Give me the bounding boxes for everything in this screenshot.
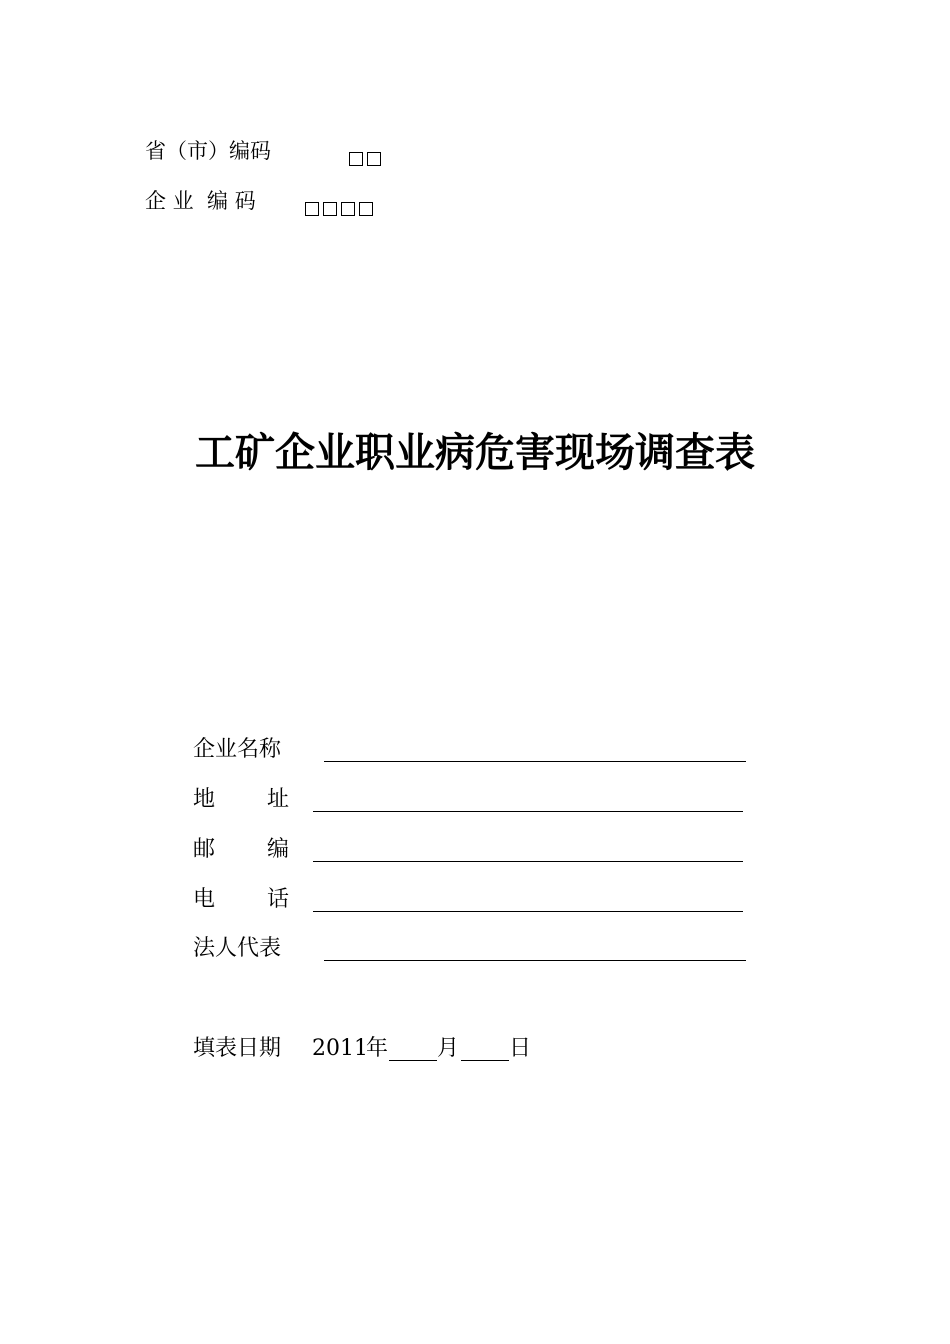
day-blank[interactable]	[461, 1060, 509, 1061]
province-code-boxes	[349, 144, 385, 172]
code-box[interactable]	[305, 202, 319, 216]
month-unit: 月	[437, 1036, 460, 1061]
postcode-label	[193, 834, 289, 866]
phone-blank[interactable]	[313, 911, 743, 912]
day-unit: 日	[509, 1036, 532, 1061]
enterprise-name-blank[interactable]	[324, 761, 746, 762]
legal-representative-label: 法人代表	[193, 936, 282, 961]
enterprise-code-boxes	[305, 194, 377, 222]
address-blank[interactable]	[313, 811, 743, 812]
code-box[interactable]	[349, 152, 363, 166]
legal-representative-blank[interactable]	[324, 960, 746, 961]
province-code-row	[145, 137, 271, 165]
address-label	[193, 784, 289, 816]
code-box[interactable]	[367, 152, 381, 166]
phone-label-char-1: 电	[193, 887, 216, 912]
fill-date-label: 填表日期	[193, 1036, 282, 1061]
phone-label	[193, 884, 289, 916]
month-blank[interactable]	[389, 1060, 437, 1061]
enterprise-name-label: 企业名称	[193, 737, 282, 762]
code-box[interactable]	[359, 202, 373, 216]
province-code-label: 省（市）编码	[145, 139, 271, 163]
code-box[interactable]	[341, 202, 355, 216]
postcode-label-char-2: 编	[266, 837, 289, 862]
document-title: 工矿企业职业病危害现场调查表	[195, 429, 755, 476]
phone-label-char-2: 话	[266, 887, 289, 912]
address-label-char-1: 地	[193, 787, 216, 812]
enterprise-code-label: 企 业 编 码	[145, 189, 256, 213]
postcode-blank[interactable]	[313, 861, 743, 862]
enterprise-code-row	[145, 187, 256, 215]
year-unit: 年	[366, 1036, 389, 1061]
code-box[interactable]	[323, 202, 337, 216]
postcode-label-char-1: 邮	[193, 837, 216, 862]
address-label-char-2: 址	[266, 787, 289, 812]
fill-date-year: 2011	[312, 1036, 368, 1061]
